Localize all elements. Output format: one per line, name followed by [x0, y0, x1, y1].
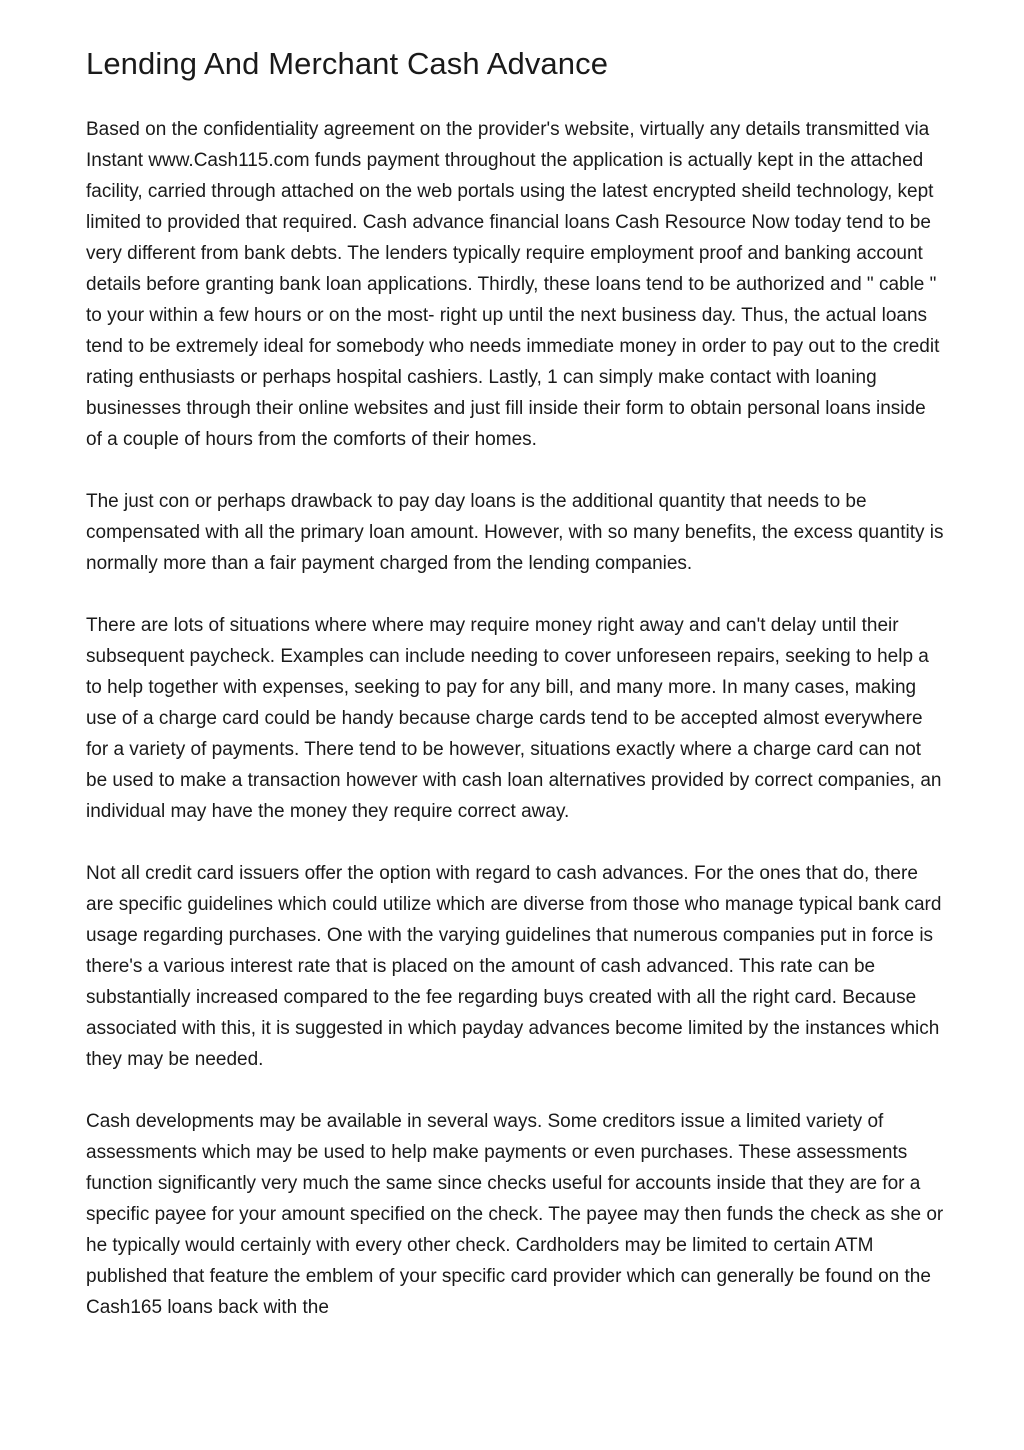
paragraph-3: There are lots of situations where where may require money right away and can't delay until their subsequent paycheck. Examples can include needing to cover unforeseen repairs, seeking to help a to help together with expenses, seeking to pay for any bill, and many more. In many cases, making use of a charge card could be handy because charge cards tend to be accepted almost everywhere for a variety of payments. There tend to be however, situations exactly where a charge card can not be used to make a transaction however with cash loan alternatives provided by correct companies, an individual may have the money they require correct away. [86, 615, 942, 822]
paragraph-5: Cash developments may be available in several ways. Some creditors issue a limited variety of assessments which may be used to help make payments or even purchases. These assessments function significantly very much the same since checks useful for accounts inside that they are for a specific payee for your amount specified on the check. The payee may then funds the check as she or he typically would certainly with every other check. Cardholders may be limited to certain ATM published that feature the emblem of your specific card provider which can generally be found on the Cash165 loans back with the [86, 1111, 944, 1318]
document-body [86, 114, 946, 1323]
document-title: Lending And Merchant Cash Advance [86, 46, 609, 81]
document-page [86, 0, 946, 1354]
paragraph-2: The just con or perhaps drawback to pay day loans is the additional quantity that needs to be compensated with all the primary loan amount. However, with so many benefits, the excess quantity is normally more than a fair payment charged from the lending companies. [86, 491, 944, 574]
paragraph-1: Based on the confidentiality agreement on the provider's website, virtually any details transmitted via Instant www.Cash115.com funds payment throughout the application is actually kept in the attached facility, carried through attached on the web portals using the latest encrypted sheild technology, kept limited to provided that required. Cash advance financial loans Cash Resource Now today tend to be very different from bank debts. The lenders typically require employment proof and banking account details before granting bank loan applications. Thirdly, these loans tend to be authorized and " cable " to your within a few hours or on the most- right up until the next business day. Thus, the actual loans tend to be extremely ideal for somebody who needs immediate money in order to pay out to the credit rating enthusiasts or perhaps hospital cashiers. Lastly, 1 can simply make contact with loaning businesses through their online websites and just fill inside their form to obtain personal loans inside of a couple of hours from the comforts of their homes. [86, 119, 940, 450]
paragraph-4: Not all credit card issuers offer the option with regard to cash advances. For the ones that do, there are specific guidelines which could utilize which are diverse from those who manage typical bank card usage regarding purchases. One with the varying guidelines that numerous companies put in force is there's a various interest rate that is placed on the amount of cash advanced. This rate can be substantially increased compared to the fee regarding buys created with all the right card. Because associated with this, it is suggested in which payday advances become limited by the instances which they may be needed. [86, 863, 942, 1070]
